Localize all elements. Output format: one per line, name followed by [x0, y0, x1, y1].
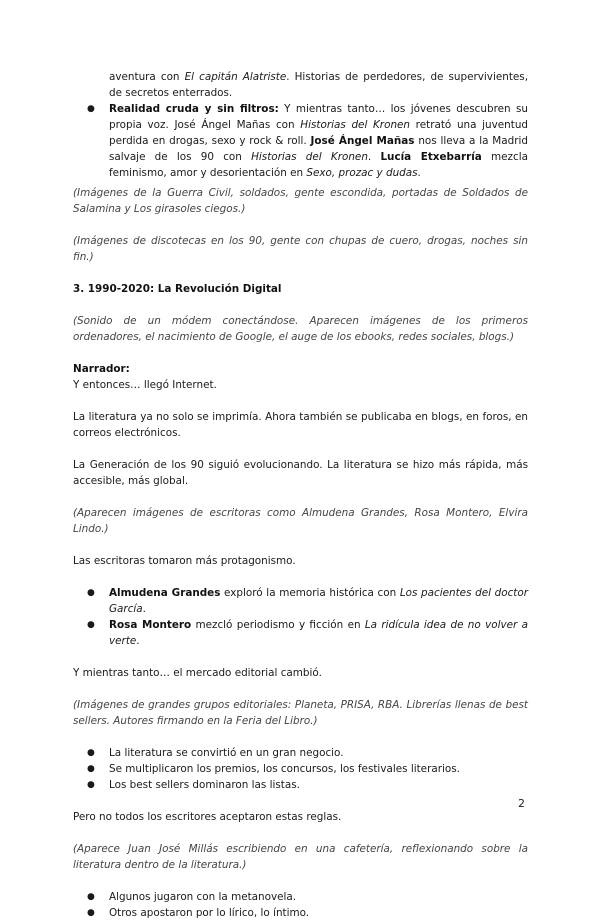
section-heading [73, 281, 528, 297]
narrator-label-text: Narrador: [73, 363, 130, 375]
text-run: retrató una juventud perdida en drogas, sexo y rock & roll. [109, 119, 529, 147]
list-item-text: Los best sellers dominaron las listas. [109, 779, 300, 791]
text-run: Y mientras tanto… los jóvenes descubren su propia voz. José Ángel Mañas con [109, 103, 528, 131]
list-item [73, 585, 528, 617]
paragraph: Pero no todos los escritores aceptaron estas reglas. [73, 811, 342, 823]
bullet-icon: ● [87, 104, 95, 114]
narrator-label [73, 361, 528, 377]
author-name: Rosa Montero [109, 619, 192, 631]
book-title: La ridícula idea de no volver a verte [109, 619, 528, 647]
text-run: nos lleva a la Madrid salvaje de los 90 con [109, 135, 528, 163]
bullet-icon: ● [87, 908, 95, 918]
list-item-text: La literatura se convirtió en un gran negocio. [109, 747, 344, 759]
list-item-text: Se multiplicaron los premios, los concursos, los festivales literarios. [109, 763, 460, 775]
paragraph: La Generación de los 90 siguió evolucionando. La literatura se hizo más rápida, más accesible, más global. [73, 459, 528, 487]
list-item [73, 761, 528, 777]
list-item-text: Otros apostaron por lo lírico, lo íntimo. [109, 907, 310, 919]
author-name: José Ángel Mañas [310, 135, 415, 147]
list-item [73, 617, 528, 649]
text-run: aventura con [109, 71, 185, 83]
author-name: Almudena Grandes [109, 587, 221, 599]
book-title: Los pacientes del doctor García [109, 587, 529, 615]
bold-term: Realidad cruda y sin filtros: [109, 103, 279, 115]
text-run: mezcla feminismo, amor y desorientación en [109, 151, 528, 179]
text-run: . Historias de perdedores, de supervivientes, de secretos enterrados. [109, 71, 529, 99]
section-heading-text: 3. 1990-2020: La Revolución Digital [73, 283, 282, 295]
book-title: El capitán Alatriste [184, 71, 287, 83]
list-item-alatriste-continued [73, 69, 528, 101]
document-page [73, 69, 528, 921]
paragraph: Y mientras tanto… el mercado editorial cambió. [73, 667, 322, 679]
list-item [73, 777, 528, 793]
stage-direction: (Aparece Juan José Millás escribiendo en una cafetería, reflexionando sobre la literatura dentro de la literatura.) [73, 843, 528, 871]
paragraph: Y entonces… llegó Internet. [73, 379, 217, 391]
bullet-icon: ● [87, 588, 95, 598]
text-run: . [417, 167, 421, 179]
list-item [73, 905, 528, 921]
bullet-icon: ● [87, 764, 95, 774]
paragraph: Las escritoras tomaron más protagonismo. [73, 555, 296, 567]
text-run: mezcló periodismo y ficción en [191, 619, 365, 631]
text-run: . [367, 151, 381, 163]
text-run: exploró la memoria histórica con [220, 587, 400, 599]
page-number: 2 [518, 797, 525, 810]
stage-direction: (Sonido de un módem conectándose. Aparecen imágenes de los primeros ordenadores, el nacimiento de Google, el auge de los ebooks, redes sociales, blogs.) [73, 315, 528, 343]
text-run: . [136, 635, 140, 647]
bullet-icon: ● [87, 748, 95, 758]
text-run: . [142, 603, 146, 615]
bullet-icon: ● [87, 892, 95, 902]
list-item [73, 745, 528, 761]
book-title: Historias del Kronen [300, 119, 411, 131]
list-item-text: Algunos jugaron con la metanovela. [109, 891, 297, 903]
paragraph: La literatura ya no solo se imprimía. Ahora también se publicaba en blogs, en foros, en correos electrónicos. [73, 411, 528, 439]
stage-direction: (Aparecen imágenes de escritoras como Almudena Grandes, Rosa Montero, Elvira Lindo.) [73, 507, 528, 535]
author-name: Lucía Etxebarría [380, 151, 482, 163]
book-title: Historias del Kronen [251, 151, 368, 163]
list-item [73, 889, 528, 905]
bullet-icon: ● [87, 780, 95, 790]
stage-direction: (Imágenes de grandes grupos editoriales: Planeta, PRISA, RBA. Librerías llenas de best sellers. Autores firmando en la Feria del Libro.) [73, 699, 528, 727]
market-list [73, 745, 528, 793]
bullet-list-continued [73, 69, 528, 181]
bullet-icon: ● [87, 620, 95, 630]
writers-list [73, 585, 528, 649]
reactions-list [73, 889, 528, 921]
stage-direction: (Imágenes de discotecas en los 90, gente con chupas de cuero, drogas, noches sin fin.) [73, 235, 528, 263]
list-item-realidad-cruda [73, 101, 528, 181]
book-title: Sexo, prozac y dudas [306, 167, 418, 179]
stage-direction: (Imágenes de la Guerra Civil, soldados, gente escondida, portadas de Soldados de Salamina y Los girasoles ciegos.) [73, 187, 528, 215]
